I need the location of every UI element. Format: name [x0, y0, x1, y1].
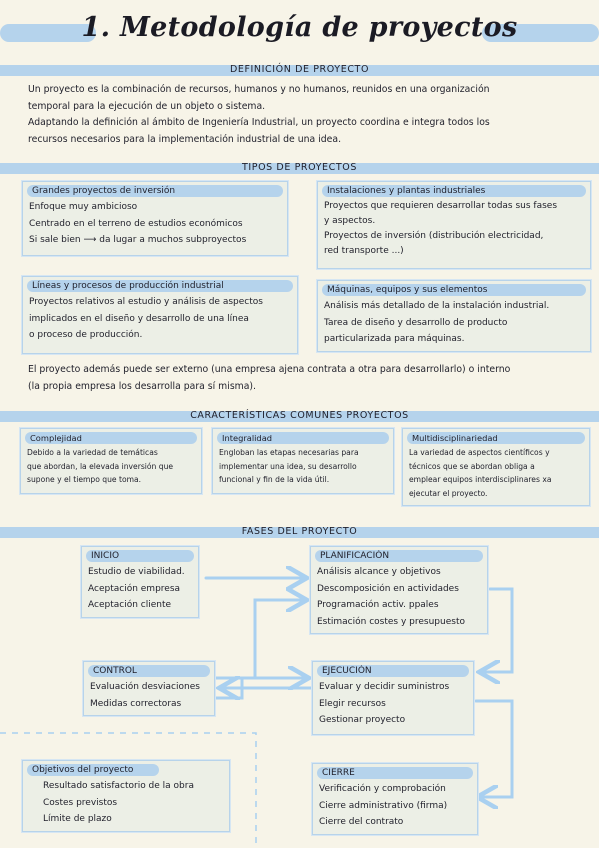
box-line: Estimación costes y presupuesto [317, 616, 465, 627]
box-title: Integralidad [217, 432, 389, 444]
text-line: (la propia empresa los desarrolla para sí misma). [28, 380, 257, 392]
box-title: CIERRE [317, 767, 473, 779]
box-title: EJECUCIÓN [317, 665, 469, 677]
text-line: Un proyecto es la combinación de recursos, humanos y no humanos, reunidos en una organización [28, 84, 490, 95]
box-line: funcional y fin de la vida útil. [219, 475, 330, 484]
box-line: Proyectos de inversión (distribución electricidad, [324, 231, 544, 241]
box-line: Proyectos que requieren desarrollar todas sus fases [324, 201, 558, 211]
box-title: Líneas y procesos de producción industrial [27, 280, 293, 292]
box-line: supone y el tiempo que toma. [27, 475, 142, 484]
text-line: Adaptando la definición al ámbito de Ingeniería Industrial, un proyecto coordina e integra todos los [28, 117, 490, 128]
box-line: Elegir recursos [319, 698, 386, 709]
box-title: Complejidad [25, 432, 197, 444]
box-line: Descomposición en actividades [317, 583, 459, 594]
box-line: y aspectos. [324, 216, 376, 226]
phase-inicio [81, 546, 199, 618]
section-heading-caracteristicas: CARACTERÍSTICAS COMUNES PROYECTOS [190, 410, 409, 421]
box-line: Evaluar y decidir suministros [319, 682, 450, 692]
box-line: particularizada para máquinas. [324, 334, 465, 344]
box-title: Multidisciplinariedad [407, 432, 585, 444]
box-line: Análisis más detallado de la instalación industrial. [324, 301, 550, 311]
box-line: Resultado satisfactorio de la obra [43, 781, 194, 791]
text-line: recursos necesarios para la implementación industrial de una idea. [28, 133, 342, 145]
box-line: Aceptación cliente [88, 600, 172, 610]
box-line: Centrado en el terreno de estudios económicos [29, 218, 243, 229]
box-line: Cierre del contrato [319, 817, 404, 827]
phase-control [83, 661, 215, 716]
box-line: Debido a la variedad de temáticas [27, 448, 158, 457]
box-title: Objetivos del proyecto [27, 764, 159, 776]
box-line: red transporte ...) [324, 246, 404, 256]
box-line: Programación activ. ppales [317, 600, 439, 610]
box-line: implementar una idea, su desarrollo [219, 461, 357, 471]
box-line: Análisis alcance y objetivos [317, 567, 441, 577]
box-title: Instalaciones y plantas industriales [322, 185, 586, 197]
box-title: CONTROL [88, 665, 210, 677]
box-line: emplear equipos interdisciplinares xa [409, 475, 552, 484]
phase-ejecucion [312, 661, 474, 735]
box-line: Evaluación desviaciones [90, 682, 200, 692]
box-title: INICIO [86, 550, 194, 562]
box-line: Enfoque muy ambicioso [29, 202, 138, 212]
box-line: Costes previstos [43, 797, 118, 808]
box-line: ejecutar el proyecto. [409, 488, 488, 498]
box-line: Aceptación empresa [88, 583, 181, 594]
box-title: Máquinas, equipos y sus elementos [322, 284, 586, 296]
text-line: El proyecto además puede ser externo (una empresa ajena contrata a otra para desarrollarlo) o interno [28, 364, 511, 375]
box-line: Verificación y comprobación [319, 784, 446, 794]
section-heading-tipos: TIPOS DE PROYECTOS [241, 162, 358, 173]
box-line: técnicos que se abordan obliga a [409, 461, 535, 471]
box-line: La variedad de aspectos científicos y [409, 448, 550, 457]
section-heading-definicion: DEFINICIÓN DE PROYECTO [229, 64, 370, 75]
box-line: que abordan, la elevada inversión que [27, 461, 174, 471]
phase-cierre [312, 763, 478, 835]
box-line: Estudio de viabilidad. [88, 567, 185, 577]
box-line: Engloban las etapas necesarias para [219, 448, 359, 457]
arrow-control-planificacion [216, 600, 304, 678]
box-title: PLANIFICACIÓN [315, 550, 483, 562]
phase-planificacion [310, 546, 488, 634]
box-line: implicados en el diseño y desarrollo de una línea [29, 313, 249, 324]
box-line: Cierre administrativo (firma) [319, 800, 448, 811]
box-line: Proyectos relativos al estudio y análisis de aspectos [29, 297, 263, 307]
arrow-ejecucion-cierre [476, 701, 512, 797]
section-heading-fases: FASES DEL PROYECTO [241, 526, 358, 537]
box-title: Grandes proyectos de inversión [27, 185, 283, 197]
objetivos-box [22, 760, 230, 832]
page-title: 1. Metodología de proyectos [81, 12, 518, 43]
box-line: Medidas correctoras [90, 698, 182, 709]
box-line: Gestionar proyecto [319, 715, 406, 725]
box-line: Tarea de diseño y desarrollo de producto [324, 317, 508, 328]
box-line: o proceso de producción. [29, 330, 143, 340]
text-line: temporal para la ejecución de un objeto o sistema. [28, 100, 266, 112]
box-line: Límite de plazo [43, 814, 112, 824]
box-line: Si sale bien ⟶ da lugar a muchos subproyectos [29, 235, 247, 245]
